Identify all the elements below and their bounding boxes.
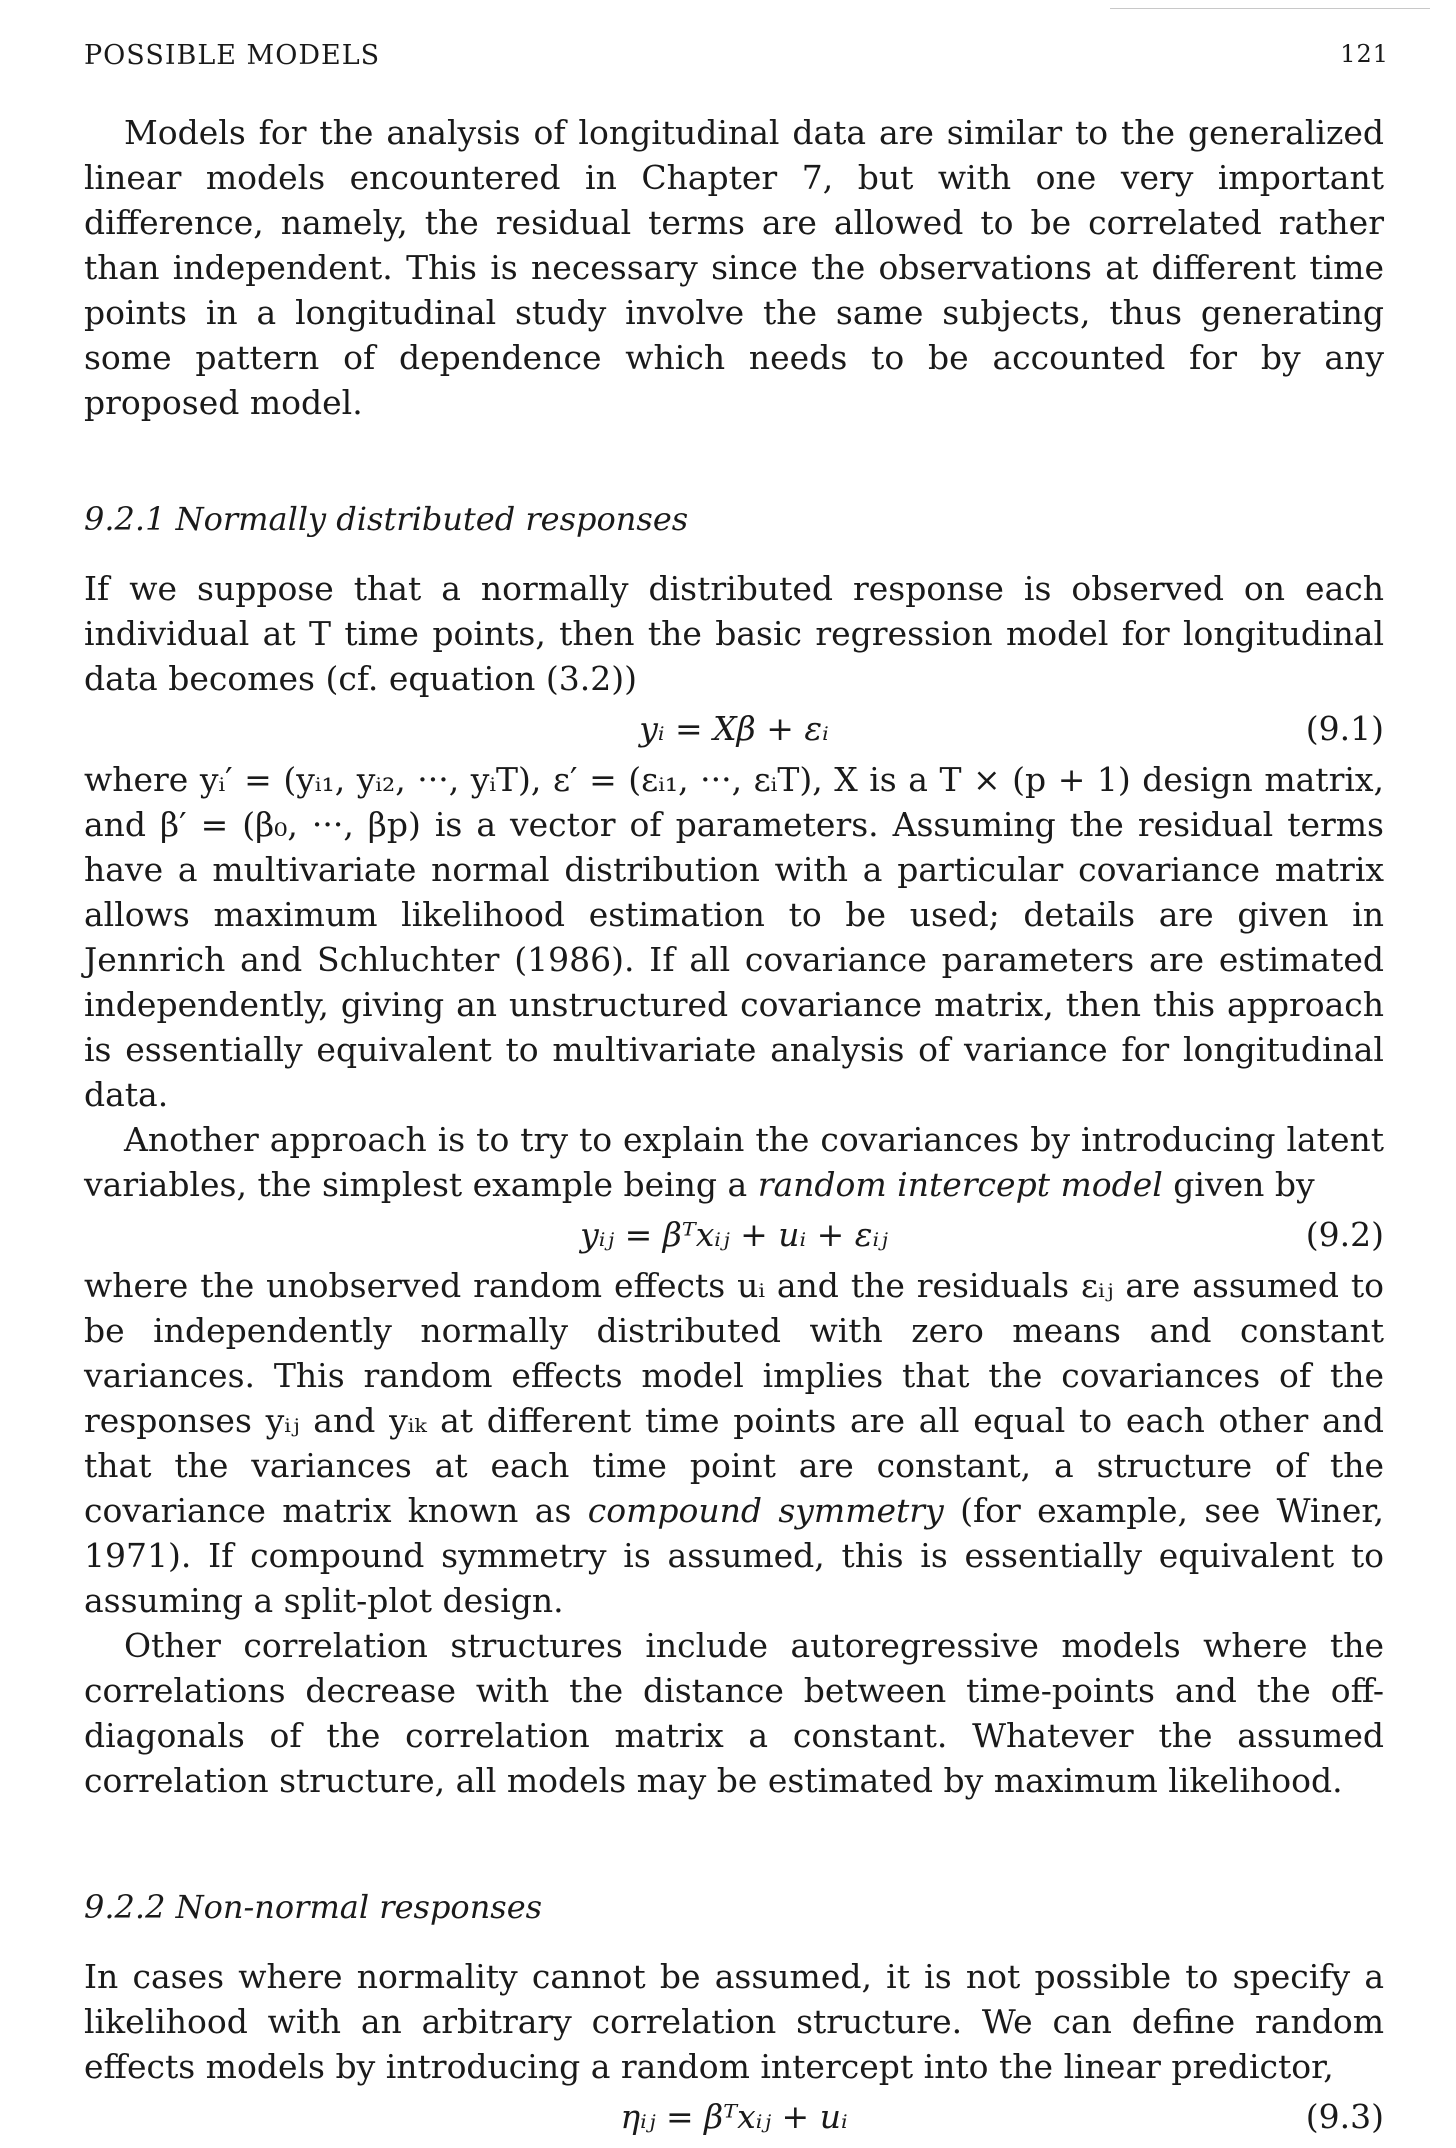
paragraph-921-5: Other correlation structures include autoregressive models where the correlations decrease with the distance between time-points and the off-diagonals of the correlation matrix a constant. Whatever the assumed correlation structure, all models may be estimated by maximum likelihood. [84, 1626, 1384, 1800]
equation-9-1 [84, 705, 1384, 753]
equation-expression: yᵢⱼ = βᵀxᵢⱼ + uᵢ + εᵢⱼ [580, 1215, 888, 1254]
paragraph-text: (for example, see Winer, 1971). If compound symmetry is assumed, this is essentially equivalent to assuming a split-plot design. [84, 1491, 1384, 1620]
paragraph-921-2: where yᵢ′ = (yᵢ₁, yᵢ₂, ···, yᵢT), ε′ = (εᵢ₁, ···, εᵢT), X is a T × (p + 1) design matrix, and β′ = (β₀, ···, βp) is a vector of parameters. Assuming the residual terms have a multivariate normal distribution with a particular covariance matrix allows maximum likelihood estimation to be used; details are given in Jennrich and Schluchter (1986). If all covariance parameters are estimated independently, giving an unstructured covariance matrix, then this approach is essentially equivalent to multivariate analysis of variance for longitudinal data. [84, 760, 1384, 1114]
paragraph-921-1: If we suppose that a normally distributed response is observed on each individual at T time points, then the basic regression model for longitudinal data becomes (cf. equation (3.2)) [84, 569, 1384, 698]
equation-number: (9.1) [1305, 709, 1384, 748]
paragraph-text: given by [1162, 1165, 1315, 1204]
equation-9-2 [84, 1211, 1384, 1259]
equation-expression: ηᵢⱼ = βᵀxᵢⱼ + uᵢ [620, 2097, 848, 2136]
top-edge-rule [1110, 8, 1430, 9]
section-heading-9-2-2: 9.2.2 Non-normal responses [84, 1888, 543, 1926]
paragraph-921-3 [84, 1117, 1384, 1207]
book-page [84, 40, 1389, 2145]
page-number: 121 [1340, 40, 1389, 68]
running-title: POSSIBLE MODELS [84, 40, 381, 71]
paragraph-921-4 [84, 1263, 1384, 1623]
equation-number: (9.3) [1305, 2097, 1384, 2136]
section-heading-9-2-1: 9.2.1 Normally distributed responses [84, 500, 689, 538]
intro-paragraph: Models for the analysis of longitudinal data are similar to the generalized linear models encountered in Chapter 7, but with one very important difference, namely, the residual terms are allowed to be correlated rather than independent. This is necessary since the observations at different time points in a longitudinal study involve the same subjects, thus generating some pattern of dependence which needs to be accounted for by any proposed model. [84, 113, 1384, 422]
equation-expression: yᵢ = Xβ + εᵢ [639, 709, 829, 748]
emphasis-term: random intercept model [757, 1165, 1163, 1204]
emphasis-term: compound symmetry [587, 1491, 944, 1530]
paragraph-text: Another approach is to try to explain the covariances by introducing latent variables, the simplest example being a [84, 1120, 1384, 1204]
paragraph-922-1: In cases where normality cannot be assumed, it is not possible to specify a likelihood with an arbitrary correlation structure. We can define random effects models by introducing a random intercept into the linear predictor, [84, 1957, 1384, 2086]
running-head [84, 40, 1389, 80]
equation-number: (9.2) [1305, 1215, 1384, 1254]
equation-9-3 [84, 2093, 1384, 2141]
paragraph-text: where the unobserved random effects uᵢ and the residuals εᵢⱼ are assumed to be independently normally distributed with zero means and constant variances. This random effects model implies that the covariances of the responses yᵢⱼ and yᵢₖ at different time points are all equal to each other and that the variances at each time point are constant, a structure of the covariance matrix known as [84, 1266, 1384, 1530]
